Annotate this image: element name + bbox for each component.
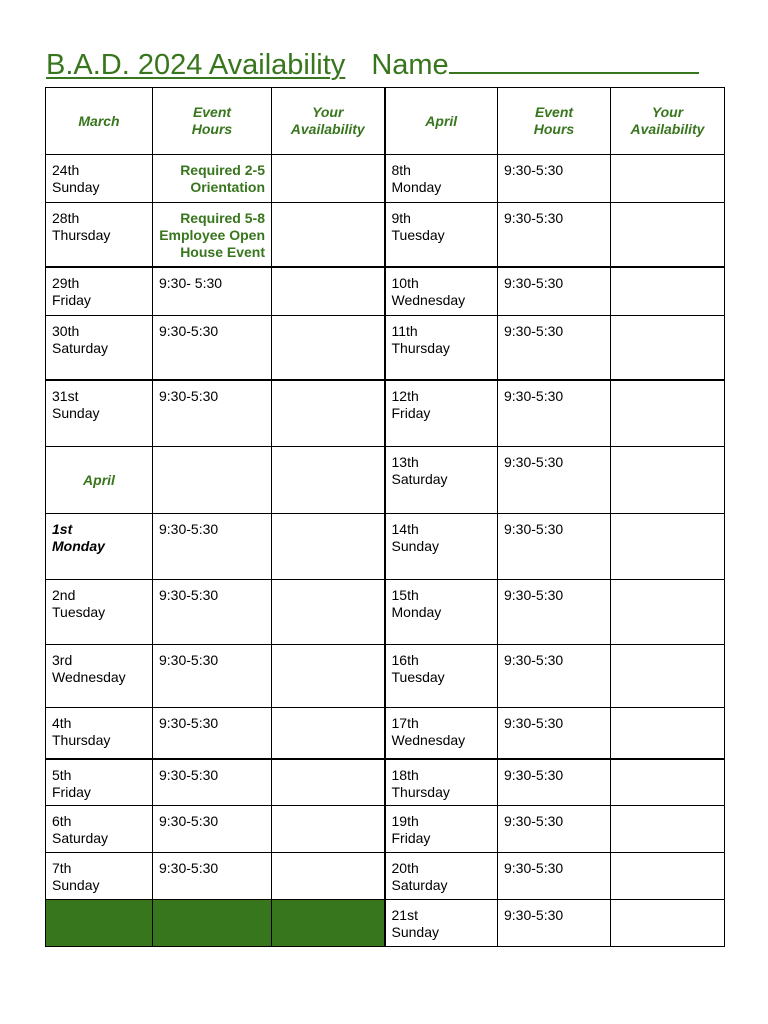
availability-cell[interactable] — [272, 514, 385, 580]
availability-cell[interactable] — [611, 514, 725, 580]
availability-cell[interactable] — [611, 447, 725, 514]
page-title-line — [46, 46, 699, 86]
table-row — [46, 900, 725, 947]
availability-cell[interactable] — [272, 316, 385, 380]
day-number: 7th — [52, 860, 72, 876]
left-availability-header — [272, 88, 385, 155]
event-hours-cell: 9:30-5:30 — [498, 316, 611, 380]
table-header-row — [46, 88, 725, 155]
weekday: Thursday — [52, 227, 111, 243]
day-number: 18th — [391, 766, 419, 783]
weekday: Sunday — [391, 924, 439, 940]
availability-line1: Your — [651, 104, 684, 120]
table-row — [46, 580, 725, 645]
availability-cell[interactable] — [272, 447, 385, 514]
table-row — [46, 853, 725, 900]
weekday: Thursday — [391, 340, 450, 356]
filler-cell — [153, 900, 272, 947]
weekday: Sunday — [52, 404, 100, 421]
table-row — [46, 380, 725, 447]
event-hours-cell: 9:30-5:30 — [153, 645, 272, 708]
right-availability-header — [611, 88, 725, 155]
date-cell — [385, 447, 498, 514]
day-number: 17th — [391, 715, 419, 731]
day-number: 29th — [52, 274, 80, 291]
availability-cell[interactable] — [272, 267, 385, 316]
day-number: 13th — [391, 454, 419, 470]
left-month-header: March — [46, 88, 153, 155]
weekday: Sunday — [52, 877, 100, 893]
day-number: 11th — [391, 323, 418, 339]
availability-cell[interactable] — [611, 645, 725, 708]
date-cell — [46, 380, 153, 447]
availability-cell[interactable] — [272, 380, 385, 447]
availability-cell[interactable] — [611, 267, 725, 316]
event-hours-line2: Hours — [533, 121, 575, 137]
weekday: Saturday — [52, 830, 109, 846]
availability-cell[interactable] — [272, 203, 385, 267]
availability-cell[interactable] — [272, 759, 385, 806]
availability-cell[interactable] — [611, 759, 725, 806]
weekday: Saturday — [391, 877, 448, 893]
event-hours-cell: 9:30-5:30 — [498, 203, 611, 267]
event-hours-cell: 9:30-5:30 — [498, 759, 611, 806]
date-cell — [385, 708, 498, 759]
weekday: Friday — [52, 291, 91, 308]
weekday: Thursday — [52, 732, 111, 748]
event-hours-cell: 9:30-5:30 — [498, 580, 611, 645]
date-cell — [385, 900, 498, 947]
weekday: Sunday — [52, 179, 100, 195]
day-number: 1st — [52, 521, 73, 537]
event-hours-cell: 9:30-5:30 — [498, 645, 611, 708]
weekday: Friday — [391, 404, 431, 421]
month-divider-label: April — [46, 447, 153, 514]
date-cell — [385, 806, 498, 853]
page-title: B.A.D. 2024 Availability — [46, 49, 346, 81]
filler-cell — [46, 900, 153, 947]
availability-cell[interactable] — [611, 853, 725, 900]
event-hours-cell: 9:30-5:30 — [153, 514, 272, 580]
availability-cell[interactable] — [272, 708, 385, 759]
date-cell — [385, 853, 498, 900]
date-cell — [46, 316, 153, 380]
weekday: Saturday — [52, 340, 109, 356]
date-cell — [385, 514, 498, 580]
weekday: Monday — [391, 179, 442, 195]
day-number: 20th — [391, 860, 419, 876]
right-event-hours-header — [498, 88, 611, 155]
event-hours-line1: Event — [192, 104, 232, 120]
availability-table — [45, 87, 725, 947]
event-hours-cell: 9:30-5:30 — [153, 806, 272, 853]
availability-cell[interactable] — [272, 853, 385, 900]
filler-cell — [272, 900, 385, 947]
day-number: 2nd — [52, 587, 76, 603]
event-hours-cell: 9:30-5:30 — [498, 900, 611, 947]
date-cell — [385, 267, 498, 316]
date-cell — [385, 203, 498, 267]
availability-line2: Availability — [630, 121, 705, 137]
table-row — [46, 447, 725, 514]
availability-cell[interactable] — [611, 708, 725, 759]
weekday: Monday — [391, 604, 442, 620]
availability-cell[interactable] — [611, 900, 725, 947]
date-cell — [46, 645, 153, 708]
event-hours-cell: 9:30-5:30 — [153, 759, 272, 806]
day-number: 28th — [52, 210, 80, 226]
day-number: 19th — [391, 813, 419, 829]
day-number: 21st — [391, 907, 418, 923]
availability-cell[interactable] — [272, 645, 385, 708]
weekday: Wednesday — [391, 732, 466, 748]
date-cell — [46, 759, 153, 806]
weekday: Sunday — [391, 538, 439, 554]
event-hours-line1: Event — [534, 104, 574, 120]
left-event-hours-header — [153, 88, 272, 155]
date-cell — [46, 853, 153, 900]
day-number: 12th — [391, 387, 419, 404]
day-number: 24th — [52, 162, 80, 178]
event-hours-cell: 9:30-5:30 — [153, 708, 272, 759]
weekday: Tuesday — [391, 669, 445, 685]
weekday: Wednesday — [391, 291, 466, 308]
date-cell — [385, 759, 498, 806]
availability-cell[interactable] — [611, 316, 725, 380]
weekday: Saturday — [391, 471, 448, 487]
event-hours-cell: 9:30- 5:30 — [153, 267, 272, 316]
day-number: 31st — [52, 387, 79, 404]
table-row — [46, 514, 725, 580]
weekday: Friday — [391, 830, 431, 846]
table-row — [46, 759, 725, 806]
event-hours-cell: 9:30-5:30 — [498, 267, 611, 316]
date-cell — [46, 267, 153, 316]
weekday: Wednesday — [52, 669, 126, 685]
availability-cell[interactable] — [611, 806, 725, 853]
date-cell — [385, 580, 498, 645]
event-hours-cell: 9:30-5:30 — [498, 155, 611, 203]
table-row — [46, 645, 725, 708]
weekday: Friday — [52, 783, 91, 800]
availability-cell[interactable] — [611, 380, 725, 447]
date-cell — [385, 380, 498, 447]
day-number: 16th — [391, 652, 419, 668]
day-number: 8th — [391, 162, 411, 178]
right-month-header: April — [385, 88, 498, 155]
weekday: Tuesday — [52, 604, 106, 620]
date-cell — [46, 806, 153, 853]
weekday: Tuesday — [391, 227, 445, 243]
day-number: 14th — [391, 521, 419, 537]
event-hours-cell: 9:30-5:30 — [498, 806, 611, 853]
table-row — [46, 806, 725, 853]
name-label: Name — [371, 49, 449, 81]
event-hours-cell: 9:30-5:30 — [153, 380, 272, 447]
day-number: 6th — [52, 813, 72, 829]
date-cell — [46, 155, 153, 203]
availability-cell[interactable] — [611, 203, 725, 267]
date-cell — [385, 155, 498, 203]
date-cell — [385, 316, 498, 380]
availability-cell[interactable] — [611, 580, 725, 645]
required-event-cell: Required 2-5 Orientation — [153, 155, 272, 203]
required-event-cell: Required 5-8 Employee Open House Event — [153, 203, 272, 267]
event-hours-cell: 9:30-5:30 — [498, 380, 611, 447]
date-cell — [46, 708, 153, 759]
availability-cell[interactable] — [611, 155, 725, 203]
date-cell — [46, 580, 153, 645]
event-hours-cell: 9:30-5:30 — [498, 447, 611, 514]
availability-cell[interactable] — [272, 580, 385, 645]
availability-line2: Availability — [290, 121, 365, 137]
event-hours-cell: 9:30-5:30 — [153, 580, 272, 645]
availability-cell[interactable] — [272, 155, 385, 203]
availability-cell[interactable] — [272, 806, 385, 853]
event-hours-cell: 9:30-5:30 — [153, 853, 272, 900]
table-row — [46, 203, 725, 267]
date-cell — [46, 203, 153, 267]
day-number: 5th — [52, 766, 72, 783]
event-hours-cell: 9:30-5:30 — [498, 708, 611, 759]
day-number: 9th — [391, 210, 411, 226]
date-cell — [46, 514, 153, 580]
date-cell — [385, 645, 498, 708]
weekday: Thursday — [391, 783, 450, 800]
event-hours-cell — [153, 447, 272, 514]
event-hours-line2: Hours — [191, 121, 233, 137]
day-number: 10th — [391, 274, 419, 291]
day-number: 4th — [52, 715, 72, 731]
weekday: Monday — [52, 538, 105, 554]
availability-line1: Your — [312, 104, 344, 120]
event-hours-cell: 9:30-5:30 — [498, 514, 611, 580]
table-row — [46, 155, 725, 203]
table-row — [46, 316, 725, 380]
event-hours-cell: 9:30-5:30 — [153, 316, 272, 380]
table-row — [46, 267, 725, 316]
day-number: 30th — [52, 323, 80, 339]
event-hours-cell: 9:30-5:30 — [498, 853, 611, 900]
name-field-line[interactable] — [449, 46, 699, 74]
day-number: 15th — [391, 587, 419, 603]
table-row — [46, 708, 725, 759]
day-number: 3rd — [52, 652, 73, 668]
